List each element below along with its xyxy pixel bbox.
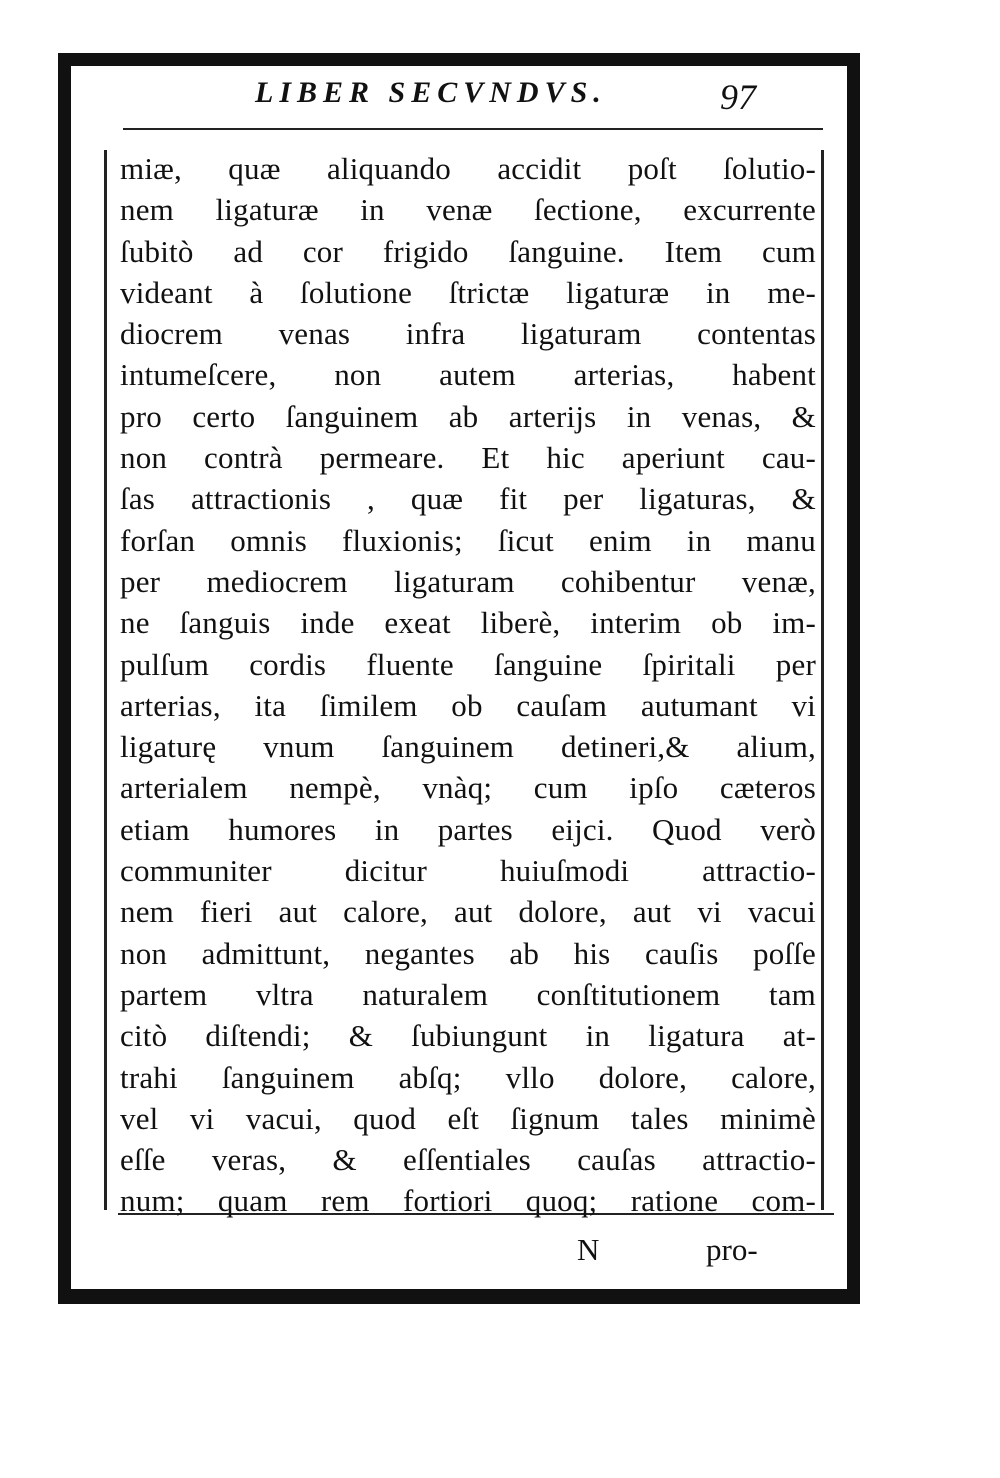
text-line: non admittunt, negantes ab his cauſis poſſe xyxy=(120,935,816,971)
text-box-left-rule xyxy=(104,150,107,1210)
running-header-title: LIBER SECVNDVS. xyxy=(255,76,607,109)
text-line: etiam humores in partes eijci. Quod verò xyxy=(120,811,816,847)
text-line: per mediocrem ligaturam cohibentur venæ, xyxy=(120,563,816,599)
text-line: ne ſanguis inde exeat liberè, interim ob im- xyxy=(120,605,816,641)
text-line: pro certo ſanguinem ab arterijs in venas, & xyxy=(120,398,816,434)
text-line: ligaturę vnum ſanguinem detineri,& alium, xyxy=(120,729,816,765)
text-line: pulſum cordis fluente ſanguine ſpiritali per xyxy=(120,646,816,682)
text-line: arterialem nempè, vnàq; cum ipſo cæteros xyxy=(120,770,816,806)
text-line: non contrà permeare. Et hic aperiunt cau- xyxy=(120,440,816,476)
text-line: arterias, ita ſimilem ob cauſam autumant vi xyxy=(120,687,816,723)
text-box-right-rule xyxy=(821,150,824,1210)
text-line: ſas attractionis , quæ fit per ligaturas, & xyxy=(120,481,816,517)
text-line: diocrem venas infra ligaturam contentas xyxy=(120,316,816,352)
text-line: nem ligaturæ in venæ ſectione, excurrente xyxy=(120,192,816,228)
catchword: pro- xyxy=(706,1232,758,1267)
text-line: ſubitò ad cor frigido ſanguine. Item cum xyxy=(120,233,816,269)
text-line: trahi ſanguinem abſq; vllo dolore, calore, xyxy=(120,1059,816,1095)
frame-left-border xyxy=(58,53,71,1303)
text-line: nem fieri aut calore, aut dolore, aut vi vacui xyxy=(120,894,816,930)
body-text xyxy=(120,148,816,1222)
frame-top-border xyxy=(58,53,860,66)
text-line: partem vltra naturalem conſtitutionem tam xyxy=(120,976,816,1012)
text-line: videant à ſolutione ſtrictæ ligaturæ in me- xyxy=(120,274,816,310)
text-line: miæ, quæ aliquando accidit poſt ſolutio- xyxy=(120,151,816,186)
text-line: vel vi vacui, quod eſt ſignum tales minimè xyxy=(120,1100,816,1136)
page-number: 97 xyxy=(720,77,756,117)
text-line: intumeſcere, non autem arterias, habent xyxy=(120,357,816,393)
text-line: communiter dicitur huiuſmodi attractio- xyxy=(120,853,816,889)
header-rule xyxy=(123,128,823,130)
text-line: num; quam rem fortiori quoq; ratione com- xyxy=(120,1183,816,1219)
frame-bottom-border xyxy=(58,1289,860,1304)
text-line: citò diſtendi; & ſubiungunt in ligatura at- xyxy=(120,1018,816,1054)
frame-right-border xyxy=(847,64,860,1304)
text-line: forſan omnis fluxionis; ſicut enim in manu xyxy=(120,522,816,558)
signature-mark: N xyxy=(577,1232,600,1267)
text-line: eſſe veras, & eſſentiales cauſas attractio- xyxy=(120,1142,816,1178)
